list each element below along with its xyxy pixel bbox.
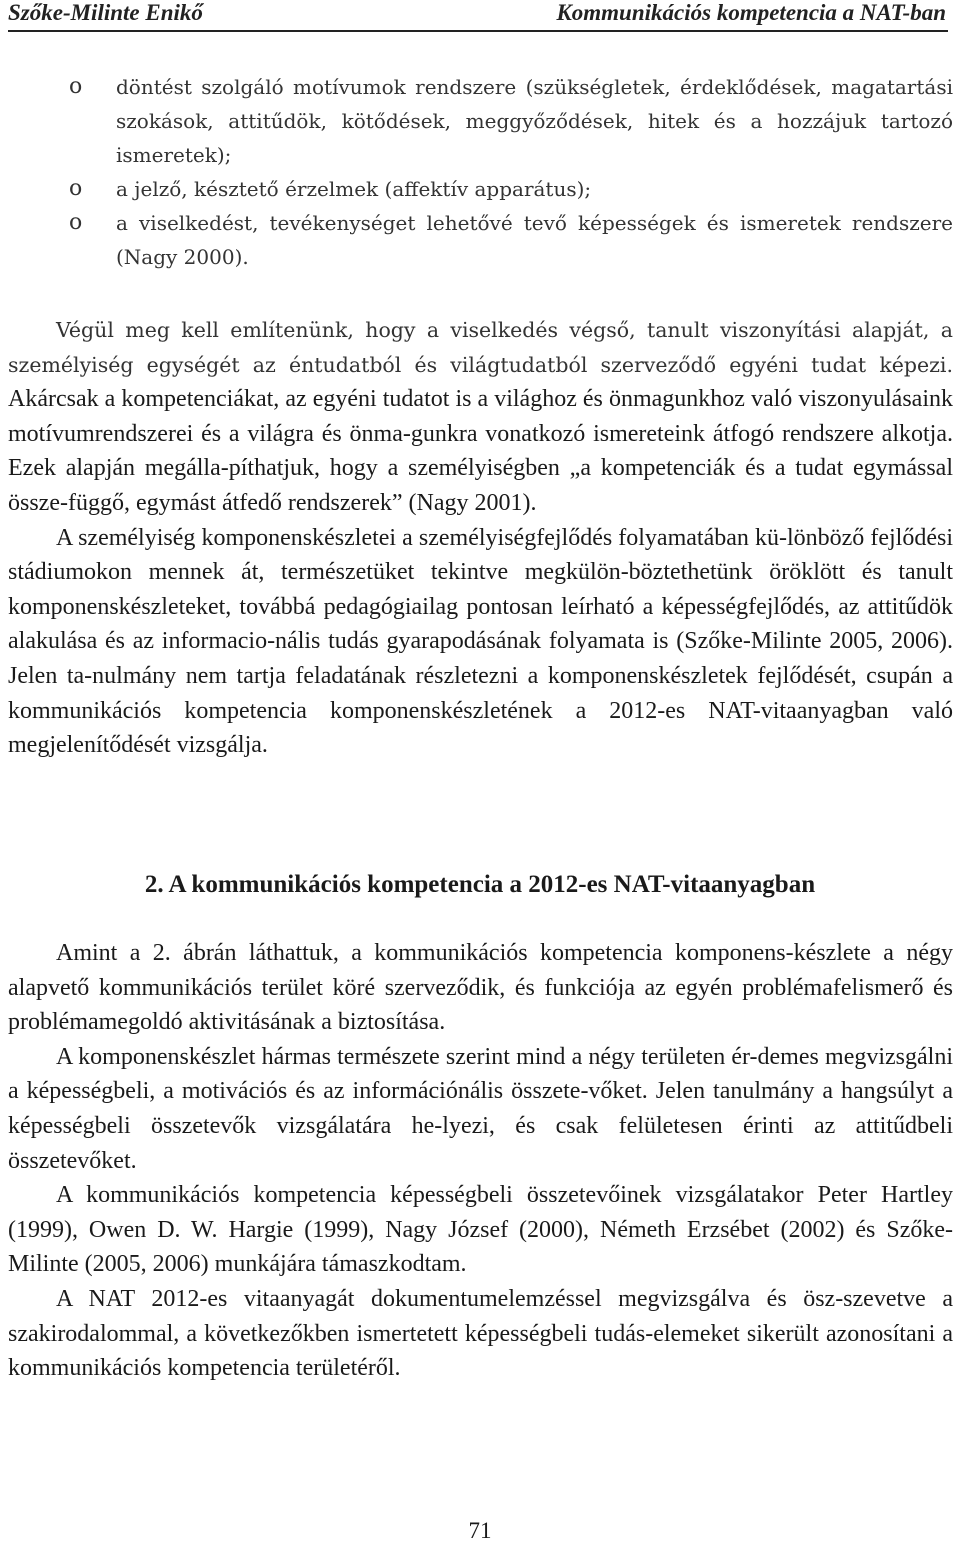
paragraph: Amint a 2. ábrán láthattuk, a kommunikációs kompetencia komponens-készlete a négy alapvető kommunikációs terület köré szerveződik, és funkciója az egyén problémafelismerő és problémamegoldó aktivitásának a biztosítása. xyxy=(8,940,953,1036)
running-header xyxy=(8,0,948,32)
page-number: 71 xyxy=(468,1518,492,1543)
header-author: Szőke-Milinte Enikő xyxy=(8,0,203,25)
bullet-text: döntést szolgáló motívumok rendszere (szükségletek, érdeklődések, magatartási szokások, attitűdök, kötődések, meggyőződések, hitek és a hozzájuk tartozó ismeretek); xyxy=(116,75,953,167)
paragraph: A NAT 2012-es vitaanyagát dokumentumelemzéssel megvizsgálva és ösz-szevetve a szakirodalommal, a következőkben ismertetett képességbeli tudás-elemeket sikerült azonosítani a kommunikációs kompetencia területéről. xyxy=(8,1285,953,1382)
bullet-marker-icon: o xyxy=(69,74,83,99)
bullet-item xyxy=(8,172,953,206)
bullet-list xyxy=(8,70,953,274)
paragraph-continuation: Akárcsak a kompetenciákat, az egyéni tudatot is a világhoz és önmagunkhoz való viszonyulásaink motívumrendszerei és a világra és önma-gunkra vonatkozó ismereteink átfogó rendszere alkotja. Ezek alapján megálla-píthatjuk, hogy a személyiségben „a kompetenciák és a tudat egymással össze-függő, egymást átfedő rendszerek” (Nagy 2001). xyxy=(8,386,953,516)
bullet-marker-icon: o xyxy=(69,176,83,201)
paragraph-sentence: Végül meg kell említenünk, hogy a viselkedés végső, tanult viszonyítási alapját, a személyiség egységét az éntudatból és világtudatból szerveződő egyéni tudat képezi. xyxy=(8,318,953,377)
bullet-item xyxy=(8,206,953,274)
paragraph: A személyiség komponenskészletei a személyiségfejlődés folyamatában kü-lönböző fejlődési stádiumokon mennek át, természetüket tekintve megkülön-böztethetünk öröklött és tanult komponenskészleteket, továbbá pedagógiailag pontosan leírható a képességfejlődés, az attitűdök alakulása és az informacio-nális tudás gyarapodásának folyamata is (Szőke-Milinte 2005, 2006). Jelen ta-nulmány nem tartja feladatának részletezni a komponenskészletek fejlődését, csupán a kommunikációs kompetencia komponenskészletének a 2012-es NAT-vitaanyagban való megjelenítődését vizsgálja. xyxy=(8,524,953,759)
body-text-lower xyxy=(8,936,953,1386)
bullet-item xyxy=(8,70,953,172)
paragraph: A komponenskészlet hármas természete szerint mind a négy területen ér-demes megvizsgálni a képességbeli, a motivációs és az információnális összete-vőket. Jelen tanulmány a hangsúlyt a képességbeli összetevők vizsgálatára he-lyezi, és csak felületesen érinti az attitűdbeli összetevőket. xyxy=(8,1043,953,1174)
bullet-text: a jelző, késztető érzelmek (affektív apparátus); xyxy=(116,177,592,201)
bullet-marker-icon: o xyxy=(69,210,83,235)
section-heading: 2. A kommunikációs kompetencia a 2012-es NAT-vitaanyagban xyxy=(144,871,816,898)
bullet-text: a viselkedést, tevékenységet lehetővé tevő képességek és ismeretek rendszere (Nagy 2000). xyxy=(116,211,953,269)
header-title: Kommunikációs kompetencia a NAT-ban xyxy=(556,0,946,25)
body-text-upper xyxy=(8,313,953,763)
paragraph: A kommunikációs kompetencia képességbeli összetevőinek vizsgálatakor Peter Hartley (1999), Owen D. W. Hargie (1999), Nagy József (2000), Németh Erzsébet (2002) és Szőke-Milinte (2005, 2006) munkájára támaszkodtam. xyxy=(8,1182,953,1278)
paragraph xyxy=(8,313,953,521)
